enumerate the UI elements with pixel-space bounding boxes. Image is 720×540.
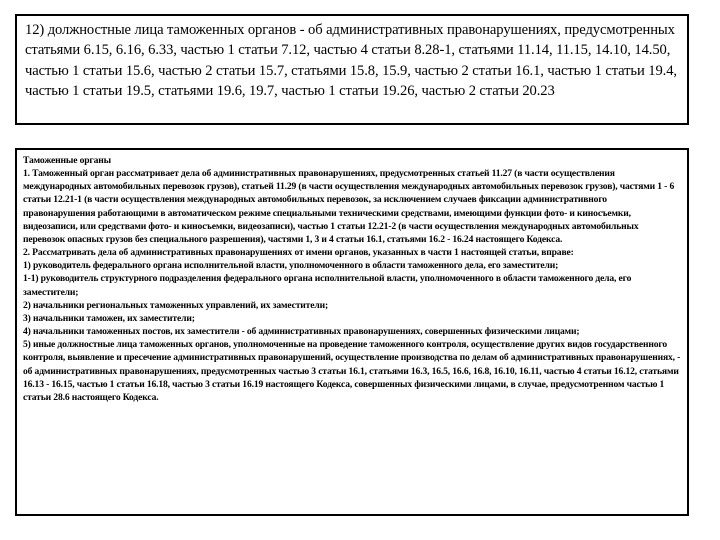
paragraph: 1) руководитель федерального органа исполнительной власти, уполномоченного в области таможенного дела, его заместители; [23,260,559,272]
paragraph: 4) начальники таможенных постов, их заместители - об административных правонарушениях, совершенных физическими лицами; [23,326,580,338]
header-box [15,14,689,125]
body-title: Таможенные органы [23,155,111,166]
paragraph: 1. Таможенный орган рассматривает дела об административных правонарушениях, предусмотренных статьей 11.27 (в части осуществления международных автомобильных перевозок грузов), статьей 11.29 (в части осуществления международных автомобильных перевозок грузов), частями 1 - 6 статьи 12.21-1 (в части осуществления международных автомобильных перевозок, за исключением случаев фиксации административного правонарушения работающими в автоматическом режиме специальными техническими средствами, имеющими функции фото- и киносъемки, видеозаписи, или средствами фото- и киносъемки, видеозаписи), частью 1 статьи 12.21-2 (в части осуществления международных автомобильных перевозок опасных грузов без специального разрешения), частями 1, 3 и 4 статьи 16.1, статьями 16.2 - 16.24 настоящего Кодекса. [23,168,675,245]
paragraph: 5) иные должностные лица таможенных органов, уполномоченные на проведение таможенного контроля, осуществление других видов государственного контроля, выявление и пресечение административных правонарушений, осуществление производства по делам об административных правонарушениях, - об административных правонарушениях, предусмотренных частью 3 статьи 16.1, статьями 16.3, 16.5, 16.6, 16.8, 16.10, 16.11, частью 4 статьи 16.12, статьями 16.13 - 16.15, частью 1 статьи 16.18, частью 3 статьи 16.19 настоящего Кодекса, совершенных физическими лицами, в случае, предусмотренном частью 1 статьи 28.6 настоящего Кодекса. [23,339,681,403]
paragraph: 2) начальники региональных таможенных управлений, их заместители; [23,299,329,311]
paragraph: 2. Рассматривать дела об административных правонарушениях от имени органов, указанных в части 1 настоящей статьи, вправе: [23,247,574,259]
header-text: 12) должностные лица таможенных органов - об административных правонарушениях, предусмотренных статьями 6.15, 6.16, 6.33, частью 1 статьи 7.12, частью 4 статьи 8.28-1, статьями 11.14, 11.15, 14.10, 14.50, частью 1 статьи 15.6, частью 2 статьи 15.7, статьями 15.8, 15.9, частью 2 статьи 16.1, частью 1 статьи 19.4, частью 1 статьи 19.5, статьями 19.6, 19.7, частью 1 статьи 19.26, частью 2 статьи 20.23 [25,22,677,100]
paragraph: 1-1) руководитель структурного подразделения федерального органа исполнительной власти, уполномоченного в области таможенного дела, его заместители; [23,273,632,298]
paragraph: 3) начальники таможен, их заместители; [23,312,195,324]
body-box [15,148,689,516]
